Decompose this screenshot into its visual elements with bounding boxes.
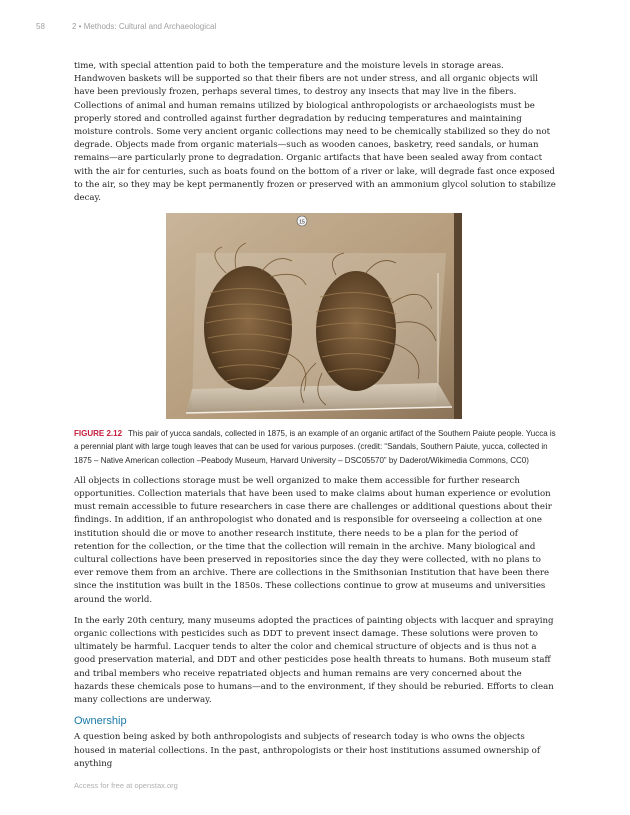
paragraph-4: A question being asked by both anthropologists and subjects of research today is who owns the objects housed in material collections. In the past, anthropologists or their host institutions assumed ownership of anything [74, 732, 541, 769]
paragraph-2: All objects in collections storage must be well organized to make them accessible for further research opportunities. Collection materials that have been used to make claims about human experience or evolution must remain accessible to future researchers in case there are challenges or additional questions about their findings. In addition, if an anthropologist who donated and is responsible for overseeing a collection at one institution should die or move to another research institute, there needs to be a plan for the period of retention for the collection, or the time that the collection will remain in the archive. Many biological and cultural collections have been preserved in repositories since the day they were collected, with no plans to ever remove them from an archive. There are collections in the Smithsonian Institution that have been there since the institution was built in the 1850s. These collections continue to grow at museums and universities around the world. [74, 475, 552, 605]
paragraph-3: In the early 20th century, many museums adopted the practices of painting objects with lacquer and spraying organic collections with pesticides such as DDT to prevent insect damage. These solutions were proven to ultimately be harmful. Lacquer tends to alter the color and chemical structure of objects and is thus not a good preservation material, and DDT and other pesticides pose health threats to humans. Both museum staff and tribal members who receive repatriated objects and human remains are very concerned about the hazards these chemicals pose to humans—and to the environment, if they should be reburied. Efforts to clean many collections are underway. [74, 615, 554, 706]
yucca-sandals-photo [166, 213, 462, 419]
footer-link[interactable]: Access for free at openstax.org [74, 781, 178, 790]
running-title: 2 • Methods: Cultural and Archaeological [72, 22, 217, 31]
figure-caption-text: This pair of yucca sandals, collected in 1875, is an example of an organic artifact of the Southern Paiute people. Yucca is a perennial plant with large tough leaves that can be used for various purposes. (credit: “Sandals, Southern Paiute, yucca, collected in 1875 – Native American collection –Peabody Museum, Harvard University – DSC05570” by Daderot/Wikimedia Commons, CC0) [74, 429, 556, 465]
paragraph-1: time, with special attention paid to both the temperature and the moisture levels in storage areas. Handwoven baskets will be supported so that their fibers are not under stress, and all organic objects will have been previously frozen, perhaps several times, to destroy any insects that may live in the fibers. Collections of animal and human remains utilized by biological anthropologists or archaeologists must be properly stored and controlled against further degradation by reducing temperatures and maintaining moisture controls. Some very ancient organic collections may need to be chemically stabilized so they do not degrade. Objects made from organic materials—such as wooden canoes, basketry, reed sandals, or human remains—are particularly prone to degradation. Organic artifacts that have been sealed away from contact with the air for centuries, such as boats found on the bottom of a river or lake, will degrade fast once exposed to the air, so they may be kept permanently frozen or preserved with an ammonium glycol solution to stabilize decay. [74, 61, 556, 204]
page-number: 58 [36, 22, 45, 31]
figure-photo [166, 213, 462, 419]
figure-label: FIGURE 2.12 [74, 429, 123, 439]
page-content [74, 60, 556, 779]
figure-caption [74, 427, 556, 467]
section-heading-ownership: Ownership [74, 715, 127, 728]
figure-tag-number: 15 [299, 219, 305, 226]
